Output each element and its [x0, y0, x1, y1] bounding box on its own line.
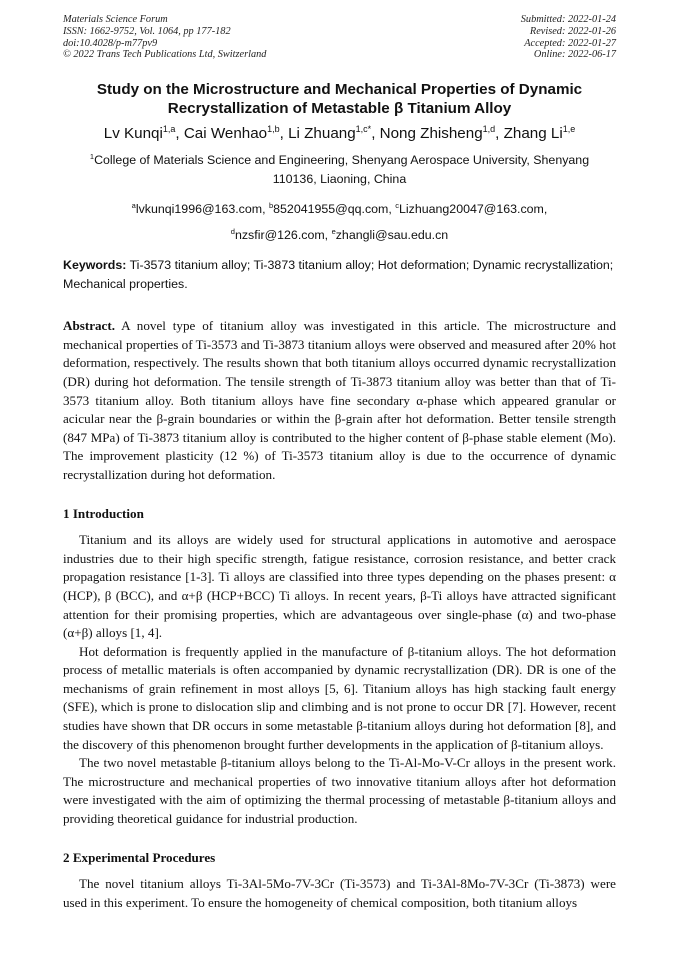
- keywords-label: Keywords:: [63, 258, 127, 273]
- email-mark: b: [268, 201, 274, 211]
- author-name: Cai Wenhao: [183, 125, 268, 143]
- dates-info: [521, 14, 616, 61]
- publication-info: [63, 14, 266, 61]
- author-list: Lv Kunqi$^{1,a}$, Cai Wenhao$^{1,b}$, Li Zhuang$^{1,c*}$, Nong Zhisheng$^{1,d}$, Zhang Li$^{1,e}$: [103, 124, 576, 143]
- email-address: 852041955@qq.com,: [273, 202, 396, 217]
- journal-name: Materials Science Forum: [63, 14, 168, 25]
- email-address: zhangli@sau.edu.cn: [335, 228, 449, 243]
- paragraph: Hot deformation is frequently applied in the manufacture of β-titanium alloys. The hot deformation process of metallic materials is often accompanied by dynamic recrystallization (DR). DR is one of the mechanisms of grain refinement in most alloys [5, 6]. Titanium alloys has high stacking fault energy (SFE), which is prone to dislocation slip and climbing and is not prone to occur DR [7]. However, recent studies have shown that DR occurs in some metastable β-titanium alloys during hot deformation [8], and the discovery of this phenomenon brought further developments in the application of β-titanium alloys.: [63, 643, 616, 752]
- keywords-text: Ti-3573 titanium alloy; Ti-3873 titanium alloy; Hot deformation; Dynamic recrystallization; Mechanical properties.: [63, 258, 614, 292]
- issn-line: ISSN: 1662-9752, Vol. 1064, pp 177-182: [63, 25, 231, 37]
- author-name: Zhang Li: [503, 125, 563, 143]
- keywords: [63, 256, 616, 294]
- email-address: lvkunqi1996@163.com,: [135, 202, 269, 217]
- email-mark: a: [131, 201, 136, 211]
- author-name: Lv Kunqi: [103, 125, 163, 143]
- affiliation-mark: 1: [89, 152, 95, 162]
- accepted-date: Accepted: 2022-01-27: [524, 37, 616, 49]
- abstract-label: Abstract.: [63, 318, 115, 334]
- email-mark: e: [331, 227, 336, 237]
- email-address: nzsfir@126.com,: [234, 228, 332, 243]
- email-mark: d: [230, 227, 235, 237]
- email-address: Lizhuang20047@163.com,: [399, 202, 548, 217]
- abstract: [63, 317, 616, 484]
- email-mark: c: [395, 201, 400, 211]
- paragraph: The novel titanium alloys Ti-3Al-5Mo-7V-3Cr (Ti-3573) and Ti-3Al-8Mo-7V-3Cr (Ti-3873) were used in this experiment. To ensure the homogeneity of chemical composition, both titanium alloys: [63, 876, 616, 910]
- affiliation: [63, 151, 616, 189]
- author-emails: [63, 196, 616, 248]
- section-heading-experimental: 2 Experimental Procedures: [63, 849, 216, 865]
- paper-title: Study on the Microstructure and Mechanical Properties of Dynamic Recrystallization of Metastable β Titanium Alloy: [96, 81, 583, 117]
- affiliation-text: College of Materials Science and Engineering, Shenyang Aerospace University, Shenyang 110136, Liaoning, China: [94, 153, 590, 187]
- abstract-text: A novel type of titanium alloy was investigated in this article. The microstructure and mechanical properties of Ti-3573 and Ti-3873 titanium alloys were observed and measured after 20% hot deformation, respectively. The results shown that both titanium alloys occurred dynamic recrystallization (DR) during hot deformation. The tensile strength of Ti-3873 titanium alloy was better than that of Ti-3573 titanium alloy. Both titanium alloys have fine secondary α-phase which appeared granular or acicular near the β-grain boundaries or within the β-grain after hot deformation. Better tensile strength (847 MPa) of Ti-3873 titanium alloy is contributed to the higher content of β-phase stable element (Mo). The improvement plasticity (12 %) of Ti-3573 titanium alloy is due to the occurrence of dynamic recrystallization during hot deformation.: [63, 318, 616, 482]
- submitted-date: Submitted: 2022-01-24: [520, 14, 616, 25]
- paragraph: Titanium and its alloys are widely used for structural applications in automotive and aerospace industries due to their high specific strength, fatigue resistance, corrosion resistance, and better crack propagation resistance [1-3]. Ti alloys are classified into three types depending on the phases present: α (HCP), β (BCC), and α+β (HCP+BCC) Ti alloys. In recent years, β-Ti alloys have attracted significant attention for their promising properties, which are advantageous over single-phase (α) and two-phase (α+β) alloys [1, 4].: [63, 532, 616, 641]
- online-date: Online: 2022-06-17: [533, 49, 616, 61]
- doi-line: doi:10.4028/p-m77pv9: [63, 37, 158, 49]
- revised-date: Revised: 2022-01-26: [529, 25, 616, 37]
- author-affiliation-mark: 1,c*: [355, 124, 372, 135]
- author-name: Li Zhuang: [288, 125, 356, 143]
- author-affiliation-mark: 1,d: [482, 124, 496, 135]
- section-heading-introduction: 1 Introduction: [63, 505, 144, 521]
- paragraph: The two novel metastable β-titanium alloys belong to the Ti-Al-Mo-V-Cr alloys in the present work. The microstructure and mechanical properties of two innovative titanium alloys after hot deformation were investigated with the aim of optimizing the thermal processing of metastable β-titanium alloys and providing theoretical guidance for industrial production.: [63, 755, 616, 827]
- author-name: Nong Zhisheng: [379, 125, 483, 143]
- author-affiliation-mark: 1,a: [162, 124, 176, 135]
- email-line: [63, 222, 616, 248]
- copyright-line: © 2022 Trans Tech Publications Ltd, Switzerland: [63, 49, 267, 61]
- email-line: [63, 196, 616, 222]
- journal-header: [63, 0, 616, 61]
- author-affiliation-mark: 1,e: [562, 124, 576, 135]
- author-affiliation-mark: 1,b: [267, 124, 280, 135]
